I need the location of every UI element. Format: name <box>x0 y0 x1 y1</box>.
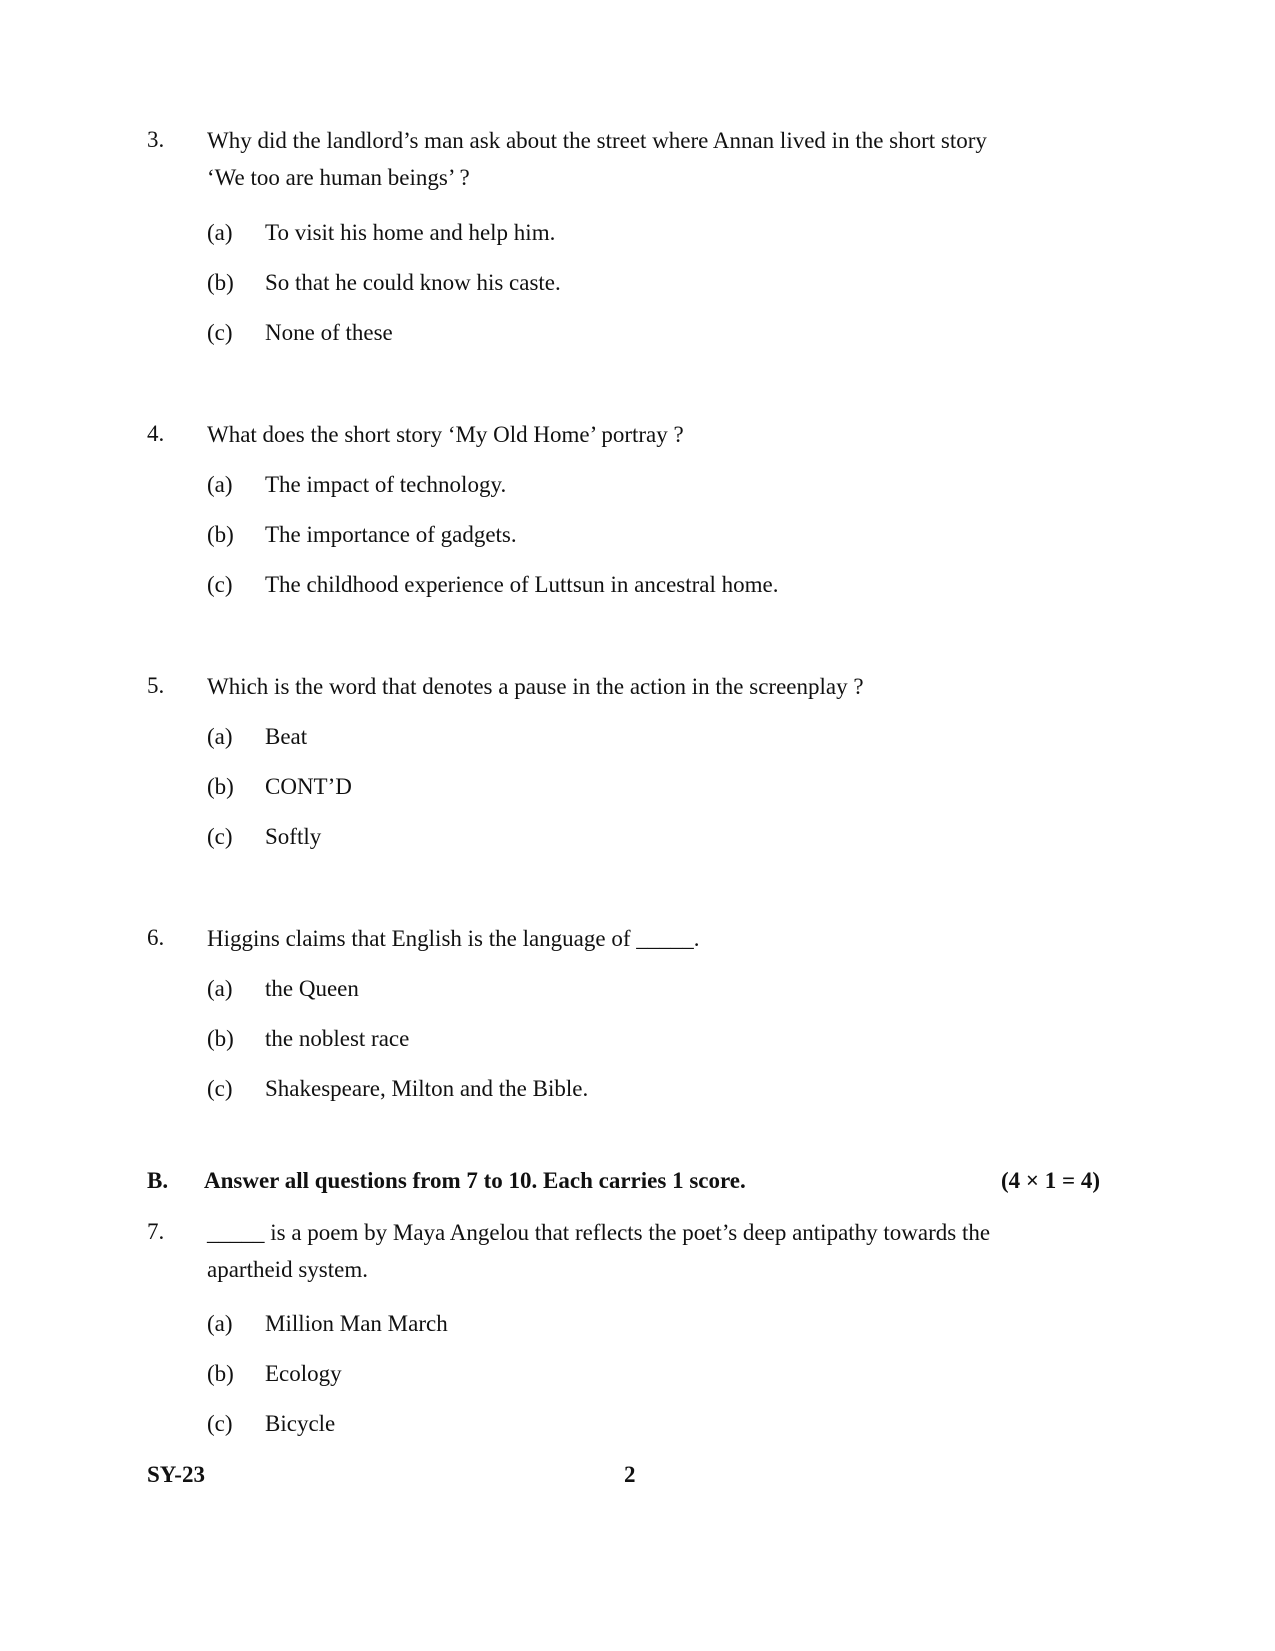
option-label: (b) <box>207 270 234 295</box>
option-text: Shakespeare, Milton and the Bible. <box>265 1076 589 1101</box>
section-label: B. <box>147 1168 169 1193</box>
option-label: (a) <box>207 472 233 497</box>
question-number: 5. <box>147 673 165 698</box>
question-text-continued: apartheid system. <box>207 1257 368 1282</box>
option-label: (a) <box>207 220 233 245</box>
option-label: (a) <box>207 976 233 1001</box>
question-number: 6. <box>147 925 165 950</box>
option-label: (c) <box>207 320 233 345</box>
option-label: (b) <box>207 522 234 547</box>
option-text: The impact of technology. <box>265 472 507 497</box>
question-number: 4. <box>147 421 165 446</box>
option-label: (b) <box>207 1026 234 1051</box>
option-text: So that he could know his caste. <box>265 270 561 295</box>
question-text: _____ is a poem by Maya Angelou that reflects the poet’s deep antipathy towards the <box>207 1220 991 1245</box>
option-text: None of these <box>265 320 393 345</box>
option-label: (b) <box>207 774 234 799</box>
section-instruction: Answer all questions from 7 to 10. Each carries 1 score. <box>204 1168 746 1193</box>
question-number: 3. <box>147 127 165 152</box>
option-text: the noblest race <box>265 1026 410 1051</box>
question-text: Why did the landlord’s man ask about the street where Annan lived in the short story <box>207 128 987 153</box>
option-label: (c) <box>207 1411 233 1436</box>
option-label: (c) <box>207 824 233 849</box>
option-label: (b) <box>207 1361 234 1386</box>
option-text: Softly <box>265 824 322 849</box>
option-text: To visit his home and help him. <box>265 220 556 245</box>
option-label: (c) <box>207 1076 233 1101</box>
option-label: (c) <box>207 572 233 597</box>
option-label: (a) <box>207 1311 233 1336</box>
option-text: The childhood experience of Luttsun in ancestral home. <box>265 572 779 597</box>
paper-code: SY-23 <box>147 1462 205 1487</box>
option-text: Beat <box>265 724 308 749</box>
option-text: Bicycle <box>265 1411 336 1436</box>
option-text: the Queen <box>265 976 359 1001</box>
question-text-continued: ‘We too are human beings’ ? <box>207 165 470 190</box>
option-text: Million Man March <box>265 1311 448 1336</box>
question-number: 7. <box>147 1219 165 1244</box>
option-text: CONT’D <box>265 774 352 799</box>
option-label: (a) <box>207 724 233 749</box>
page-number: 2 <box>624 1462 636 1487</box>
section-marks: (4 × 1 = 4) <box>1001 1168 1101 1193</box>
option-text: The importance of gadgets. <box>265 522 517 547</box>
question-text: Which is the word that denotes a pause in the action in the screenplay ? <box>207 674 864 699</box>
question-text: Higgins claims that English is the language of _____. <box>207 926 700 951</box>
question-text: What does the short story ‘My Old Home’ portray ? <box>207 422 684 447</box>
option-text: Ecology <box>265 1361 342 1386</box>
